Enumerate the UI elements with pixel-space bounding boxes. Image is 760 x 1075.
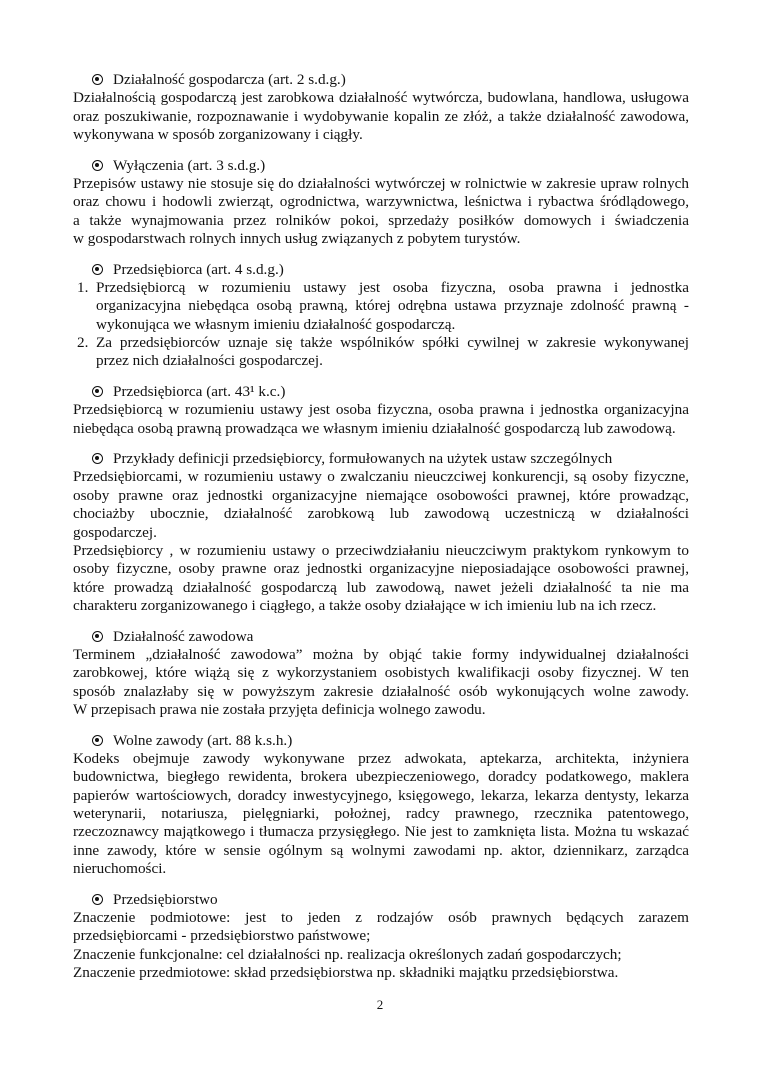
paragraph: [73, 89, 689, 144]
paragraph: [73, 175, 689, 249]
section: [73, 157, 689, 249]
text-line: Przepisów ustawy nie stosuje się do działalności wytwórczej w rolnictwie w zakresie upraw rolnych: [73, 174, 689, 192]
heading-text: Wolne zawody (art. 88 k.s.h.): [113, 731, 293, 749]
text-line: nieruchomości.: [73, 860, 167, 878]
paragraph: [73, 542, 689, 616]
radio-bullet-icon: [92, 453, 103, 464]
section: [73, 732, 689, 879]
section: [73, 891, 689, 983]
section-heading: [73, 383, 689, 401]
text-line: a także wynajmowania przez rolników pokoi, sprzedaży posiłków domowych i świadczenia: [73, 211, 689, 229]
document-body: [73, 71, 689, 983]
paragraph: [73, 964, 689, 982]
paragraph: [73, 946, 689, 964]
text-line: przedsiębiorcami - przedsiębiorstwo państwowe;: [73, 927, 371, 945]
radio-bullet-icon: [92, 386, 103, 397]
radio-bullet-icon: [92, 631, 103, 642]
heading-text: Przedsiębiorca (art. 4 s.d.g.): [113, 260, 284, 278]
paragraph: [73, 468, 689, 542]
list-number: 1.: [77, 278, 89, 296]
section-heading: [73, 261, 689, 279]
text-line: w gospodarstwach rolnych innych usług związanych z pobytem turystów.: [73, 230, 521, 248]
section-heading: [73, 628, 689, 646]
text-line: oraz poszukiwanie, rozpoznawanie i wydobywanie kopalin ze złóż, a także działalność zawodowa,: [73, 107, 689, 125]
text-line: wykonująca we własnym imieniu działalność gospodarczą.: [96, 315, 456, 333]
text-line: niebędąca osobą prawną prowadząca we własnym imieniu działalność gospodarczą lub zawodową.: [73, 419, 676, 437]
radio-bullet-icon: [92, 74, 103, 85]
list-item: [73, 279, 689, 334]
text-line: Przedsiębiorcy , w rozumieniu ustawy o przeciwdziałaniu nieuczciwym praktykom rynkowym to: [73, 541, 689, 559]
text-line: Przedsiębiorcą w rozumieniu ustawy jest osoba fizyczna, osoba prawna i jednostka: [96, 278, 689, 296]
text-line: Przedsiębiorcą w rozumieniu ustawy jest osoba fizyczna, osoba prawna i jednostka organizacyjna: [73, 401, 689, 419]
text-line: rzeczoznawcy majątkowego i tłumacza przysięgłego. Nie jest to zamknięta lista. Można tu wskazać: [73, 823, 689, 841]
list-item: [73, 334, 689, 371]
text-line: wykonywana w sposób zorganizowany i ciągły.: [73, 126, 363, 144]
section: [73, 71, 689, 145]
section: [73, 450, 689, 616]
section-heading: [73, 732, 689, 750]
text-line: zarobkowej, które wiążą się z wykorzystaniem osobistych kwalifikacji osoby fizycznej. W ten: [73, 664, 689, 682]
page-number: 2: [376, 997, 384, 1012]
heading-text: Działalność gospodarcza (art. 2 s.d.g.): [113, 71, 346, 88]
section-heading: [73, 891, 689, 909]
text-line: chociażby ubocznie, działalność zarobkową lub zawodową uczestniczą w działalności: [73, 505, 689, 523]
heading-text: Działalność zawodowa: [113, 627, 254, 645]
paragraph: [73, 909, 689, 946]
paragraph: [73, 401, 689, 438]
text-line: W przepisach prawa nie została przyjęta definicja wolnego zawodu.: [73, 701, 486, 719]
text-line: Za przedsiębiorców uznaje się także wspólników spółki cywilnej w zakresie wykonywanej: [96, 334, 689, 352]
text-line: Przedsiębiorcami, w rozumieniu ustawy o zwalczaniu nieuczciwej konkurencji, są osoby fizyczne,: [73, 468, 689, 486]
radio-bullet-icon: [92, 894, 103, 905]
text-line: Znaczenie funkcjonalne: cel działalności np. realizacja określonych zadań gospodarczych;: [73, 945, 622, 963]
text-line: gospodarczej.: [73, 523, 157, 541]
heading-text: Przykłady definicji przedsiębiorcy, formułowanych na użytek ustaw szczególnych: [113, 450, 613, 468]
paragraph: [73, 750, 689, 879]
text-line: Kodeks obejmuje zawody wykonywane przez adwokata, aptekarza, architekta, inżyniera: [73, 749, 689, 767]
radio-bullet-icon: [92, 160, 103, 171]
text-line: sposób znalazłaby się w powyższym zakresie działalność osób wykonujących wolne zawody.: [73, 682, 689, 700]
text-line: Znaczenie podmiotowe: jest to jeden z rodzajów osób prawnych będących zarazem: [73, 909, 689, 927]
section: [73, 383, 689, 438]
text-line: osoby fizyczne, osoby prawne oraz jednostki organizacyjne nieposiadające osobowości prawnej,: [73, 560, 689, 578]
radio-bullet-icon: [92, 735, 103, 746]
heading-text: Przedsiębiorstwo: [113, 890, 218, 908]
text-line: inne zawody, które w sensie ogólnym są wolnymi zawodami np. aktor, dziennikarz, zarządca: [73, 841, 689, 859]
text-line: weterynarii, notariusza, pielęgniarki, położnej, radcy prawnego, rzecznika patentowego,: [73, 805, 689, 823]
text-line: Terminem „działalność zawodowa” można by objąć takie formy indywidualnej działalności: [73, 645, 689, 663]
text-line: charakteru zorganizowanego i ciągłego, a także osoby działające w ich imieniu lub na ich rzecz.: [73, 597, 657, 615]
paragraph: [73, 646, 689, 720]
text-line: organizacyjna niebędąca osobą prawną, której odrębna ustawa przyznaje zdolność prawną -: [96, 297, 689, 315]
section-heading: [73, 71, 689, 89]
text-line: Znaczenie przedmiotowe: skład przedsiębiorstwa np. składniki majątku przedsiębiorstwa.: [73, 964, 619, 982]
text-line: które prowadzą działalność gospodarczą lub zawodową, nawet jeżeli działalność ta nie ma: [73, 578, 689, 596]
section-heading: [73, 157, 689, 175]
text-line: oraz chowu i hodowli zwierząt, ogrodnictwa, warzywnictwa, leśnictwa i rybactwa śródlądowego,: [73, 193, 689, 211]
radio-bullet-icon: [92, 264, 103, 275]
text-line: osoby prawne oraz jednostki organizacyjne niemające osobowości prawnej, które prowadząc,: [73, 486, 689, 504]
section: [73, 261, 689, 371]
section-heading: [73, 450, 689, 468]
list-number: 2.: [77, 334, 89, 352]
text-line: Działalnością gospodarczą jest zarobkowa działalność wytwórcza, budowlana, handlowa, usługowa: [73, 89, 689, 107]
text-line: budownictwa, biegłego rewidenta, brokera ubezpieczeniowego, doradcy podatkowego, maklera: [73, 768, 689, 786]
text-line: papierów wartościowych, doradcy inwestycyjnego, księgowego, lekarza, lekarza dentysty, lekarza: [73, 786, 689, 804]
section: [73, 628, 689, 720]
text-line: przez nich działalności gospodarczej.: [96, 352, 323, 370]
heading-text: Przedsiębiorca (art. 43¹ k.c.): [113, 382, 286, 400]
heading-text: Wyłączenia (art. 3 s.d.g.): [113, 156, 266, 174]
